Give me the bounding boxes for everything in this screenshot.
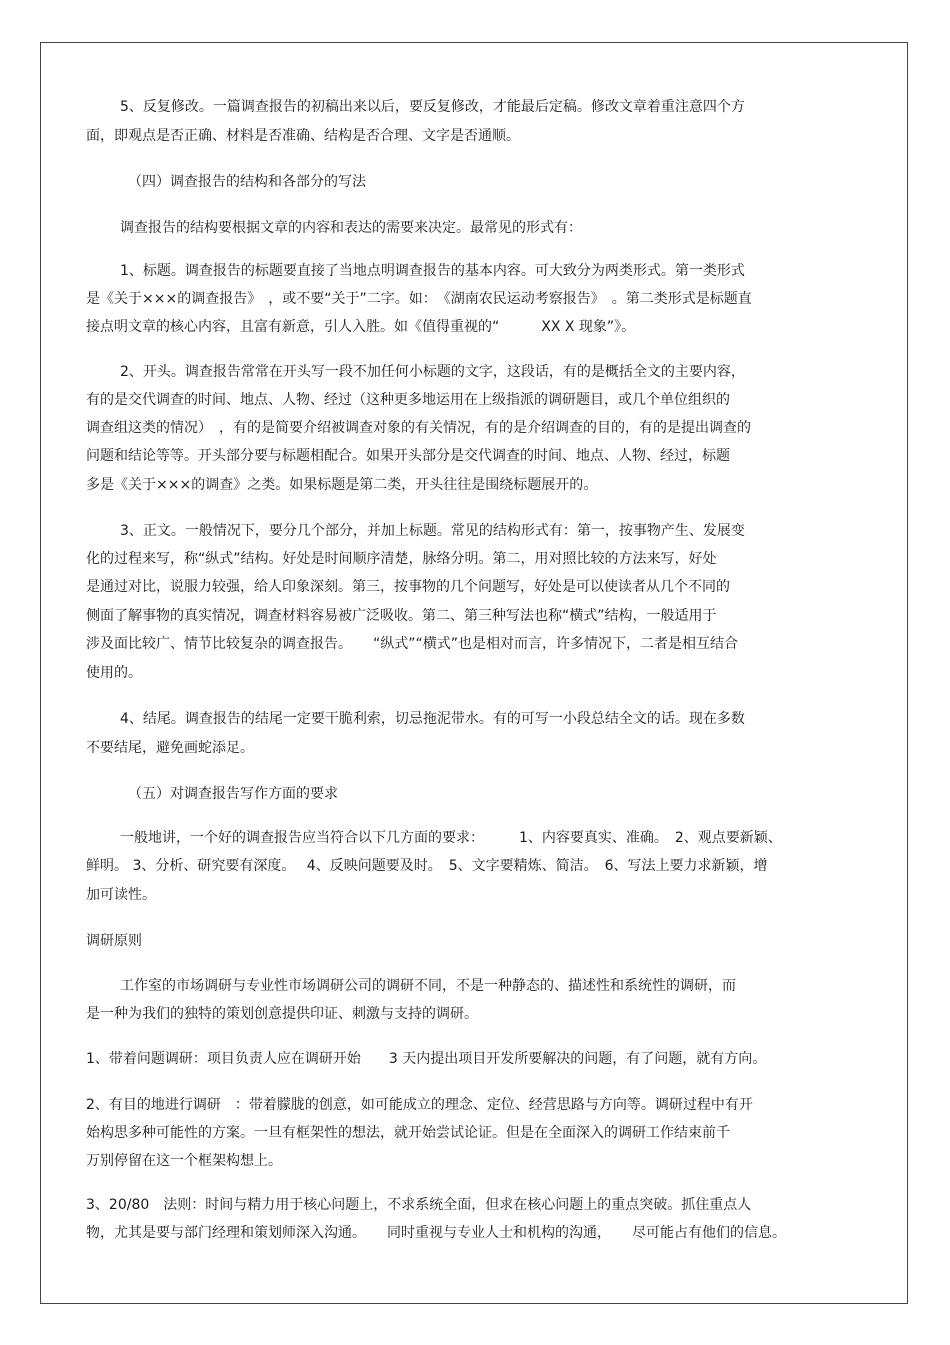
text-line: 调查组这类的情况） ，有的是简要介绍被调查对象的有关情况，有的是介绍调查的目的，有的是提出调查的 bbox=[86, 420, 751, 436]
text-line: 是《关于×××的调查报告》 ，或不要“关于”二字。如： 《湖南农民运动考察报告》 。第二类形式是标题直 bbox=[86, 291, 752, 307]
text-line: 涉及面比较广、情节比较复杂的调查报告。 “纵式”“横式”也是相对而言，许多情况下，二者是相互结合 bbox=[86, 636, 739, 652]
text-line: 问题和结论等等。开头部分要与标题相配合。如果开头部分是交代调查的时间、地点、人物、经过，标题 bbox=[86, 448, 730, 464]
text-line: 侧面了解事物的真实情况，调查材料容易被广泛吸收。第二、第三种写法也称“横式”结构，一般适用于 bbox=[86, 608, 717, 624]
text-line: 化的过程来写，称“纵式”结构。好处是时间顺序清楚，脉络分明。第二，用对照比较的方法来写，好处 bbox=[86, 551, 717, 567]
text-line: 万别停留在这一个框架构想上。 bbox=[86, 1153, 282, 1169]
text-line: 2、有目的地进行调研 ：带着朦胧的创意，如可能成立的理念、定位、经营思路与方向等。调研过程中有开 bbox=[86, 1097, 753, 1113]
text-line: 4、结尾。调查报告的结尾一定要干脆利索，切忌拖泥带水。有的可写一小段总结全文的话。现在多数 bbox=[120, 711, 745, 727]
text-line: 有的是交代调查的时间、地点、人物、经过（这种更多地运用在上级指派的调研题目，或几个单位组织的 bbox=[86, 392, 730, 408]
text-line: 是一种为我们的独特的策划创意提供印证、刺激与支持的调研。 bbox=[86, 1006, 478, 1022]
text-line: 使用的。 bbox=[86, 665, 142, 681]
text-line: 是通过对比，说服力较强，给人印象深刻。第三，按事物的几个问题写，好处是可以使读者从几个不同的 bbox=[86, 579, 730, 595]
text-line: 调查报告的结构要根据文章的内容和表达的需要来决定。最常见的形式有： bbox=[120, 220, 582, 236]
text-line: 一般地讲，一个好的调查报告应当符合以下几方面的要求： 1、内容要真实、准确。 2、观点要新颖、 bbox=[120, 830, 782, 846]
text-line: 加可读性。 bbox=[86, 887, 156, 903]
text-line: 鲜明。 3、分析、研究要有深度。 4、反映问题要及时。 5、文字要精炼、简洁。 6、写法上要力求新颖，增 bbox=[86, 858, 768, 874]
text-line: 2、开头。调查报告常常在开头写一段不加任何小标题的文字，这段话，有的是概括全文的主要内容， bbox=[120, 364, 745, 380]
text-line: 3、正文。一般情况下，要分几个部分，并加上标题。常见的结构形式有：第一，按事物产生、发展变 bbox=[120, 523, 745, 539]
text-line: 工作室的市场调研与专业性市场调研公司的调研不同，不是一种静态的、描述性和系统性的调研，而 bbox=[120, 978, 736, 994]
text-line: 接点明文章的核心内容，且富有新意，引人入胜。如《值得重视的“ XX X 现象”》。 bbox=[86, 319, 636, 335]
section-heading: （四）调查报告的结构和各部分的写法 bbox=[128, 174, 366, 190]
section-heading: 调研原则 bbox=[86, 933, 142, 949]
text-line: 5、反复修改。一篇调查报告的初稿出来以后，要反复修改，才能最后定稿。修改文章着重注意四个方 bbox=[120, 99, 745, 115]
text-line: 始构思多种可能性的方案。一旦有框架性的想法，就开始尝试论证。但是在全面深入的调研工作结束前千 bbox=[86, 1125, 730, 1141]
text-line: 面，即观点是否正确、材料是否准确、结构是否合理、文字是否通顺。 bbox=[86, 128, 520, 144]
text-line: 3、20/80 法则：时间与精力用于核心问题上，不求系统全面，但求在核心问题上的重点突破。抓住重点人 bbox=[86, 1197, 752, 1213]
text-line: 不要结尾，避免画蛇添足。 bbox=[86, 740, 254, 756]
text-line: 多是《关于×××的调查》之类。如果标题是第二类，开头往往是围绕标题展开的。 bbox=[86, 477, 598, 493]
text-line: 1、带着问题调研：项目负责人应在调研开始 3 天内提出项目开发所要解决的问题，有了问题，就有方向。 bbox=[86, 1051, 767, 1067]
text-line: 物，尤其是要与部门经理和策划师深入沟通。 同时重视与专业人士和机构的沟通， 尽可能占有他们的信息。 bbox=[86, 1225, 786, 1241]
section-heading: （五）对调查报告写作方面的要求 bbox=[128, 786, 338, 802]
text-line: 1、标题。调查报告的标题要直接了当地点明调查报告的基本内容。可大致分为两类形式。第一类形式 bbox=[120, 263, 745, 279]
